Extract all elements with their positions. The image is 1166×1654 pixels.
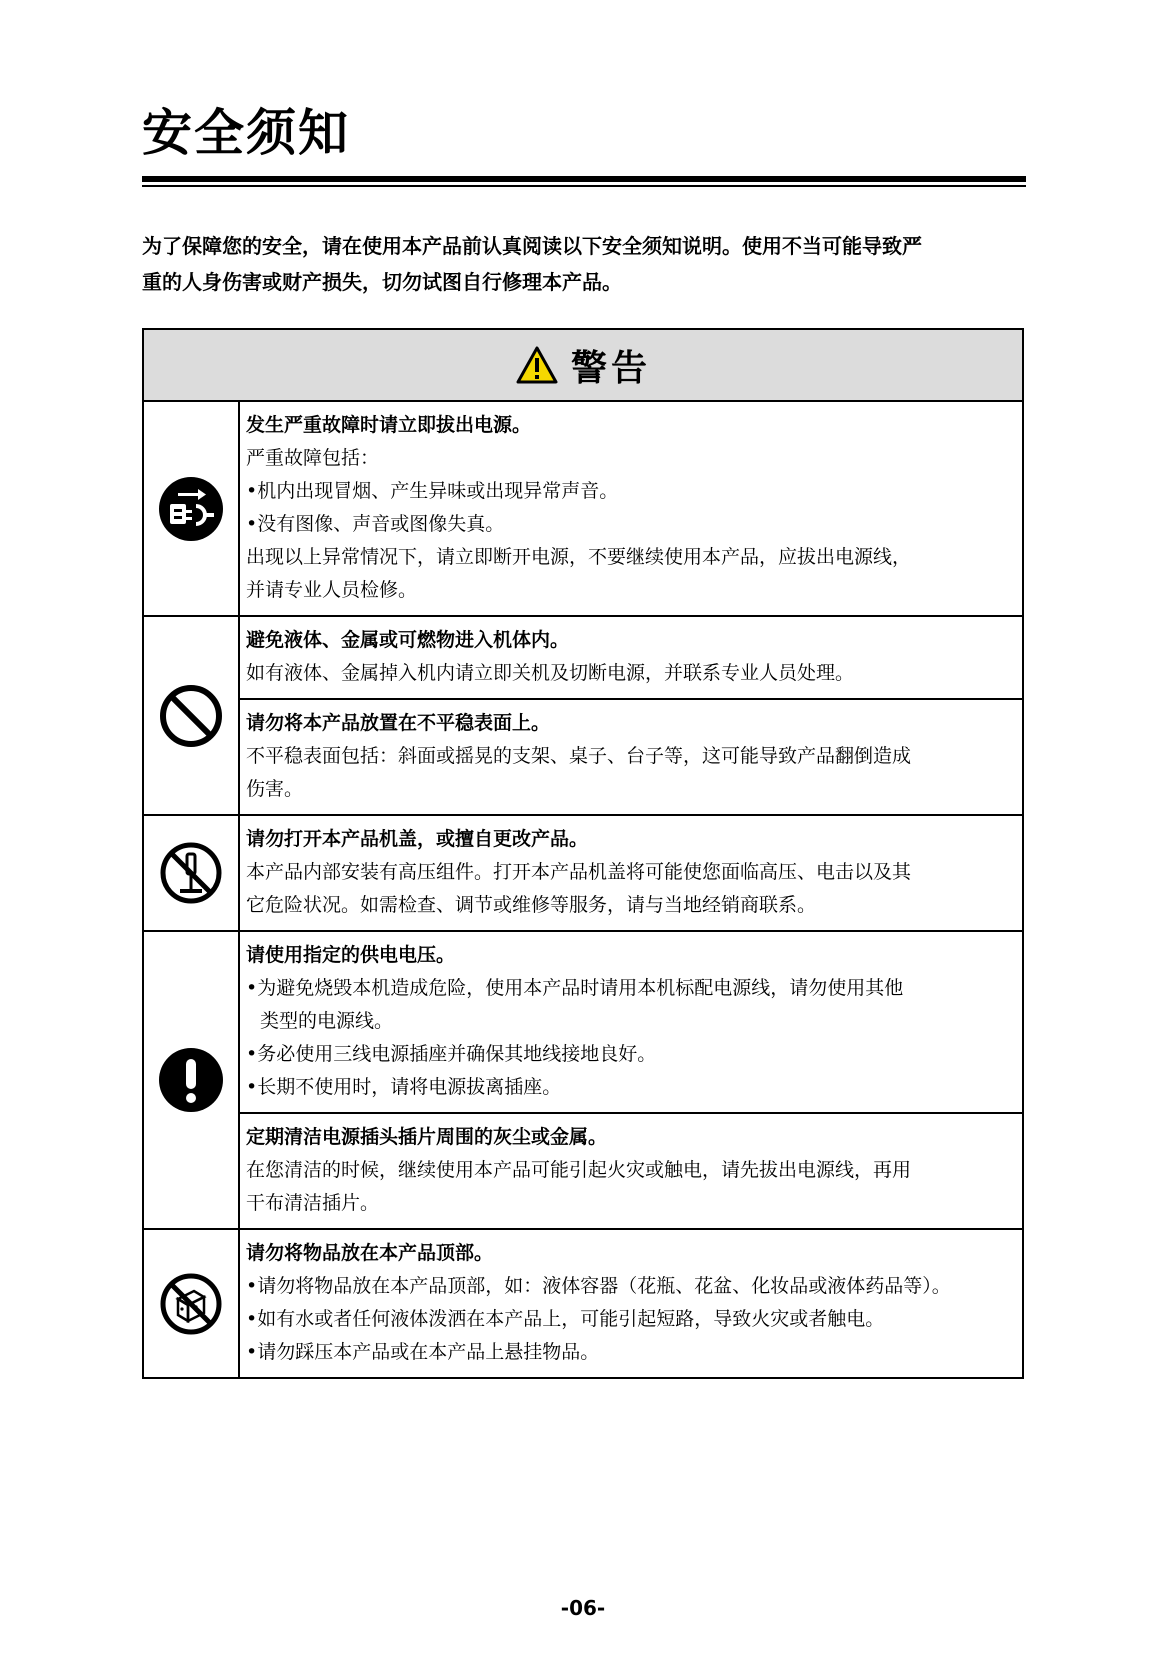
- warning-entry: [240, 1230, 1022, 1377]
- warning-group: [144, 816, 1022, 932]
- title-rule-thin: [142, 185, 1026, 187]
- page-title: 安全须知: [142, 104, 350, 162]
- title-rule-thick: [142, 176, 1026, 182]
- mandatory-exclamation-icon: [158, 1047, 224, 1113]
- entry-line: 在您清洁的时候，继续使用本产品可能引起火灾或触电，请先拔出电源线，再用: [246, 1159, 912, 1181]
- no-objects-on-top-icon: [158, 1271, 224, 1337]
- entry-bullet: •请勿将物品放在本产品顶部，如：液体容器（花瓶、花盆、化妆品或液体药品等）。: [246, 1275, 951, 1297]
- warning-entry: [240, 698, 1022, 814]
- entry-bullet: •机内出现冒烟、产生异味或出现异常声音。: [246, 480, 619, 502]
- no-disassembly-icon: [158, 840, 224, 906]
- entry-heading: 请勿将本产品放置在不平稳表面上。: [246, 712, 551, 734]
- warning-entry: [240, 1112, 1022, 1228]
- unplug-icon: [158, 476, 224, 542]
- entry-bullet: •务必使用三线电源插座并确保其地线接地良好。: [246, 1043, 657, 1065]
- entry-line: 并请专业人员检修。: [246, 579, 418, 601]
- prohibited-icon: [158, 683, 224, 749]
- entry-heading: 定期清洁电源插头插片周围的灰尘或金属。: [246, 1126, 608, 1148]
- entry-bullet: •没有图像、声音或图像失真。: [246, 513, 505, 535]
- entry-bullet: •请勿踩压本产品或在本产品上悬挂物品。: [246, 1341, 600, 1363]
- warning-header: [144, 330, 1022, 402]
- entry-bullet: •为避免烧毁本机造成危险，使用本产品时请用本机标配电源线，请勿使用其他: [246, 977, 904, 999]
- entry-line: 不平稳表面包括：斜面或摇晃的支架、桌子、台子等，这可能导致产品翻倒造成: [246, 745, 912, 767]
- entry-line: 如有液体、金属掉入机内请立即关机及切断电源，并联系专业人员处理。: [246, 662, 855, 684]
- intro-line: 为了保障您的安全，请在使用本产品前认真阅读以下安全须知说明。使用不当可能导致严: [142, 234, 922, 258]
- intro-line: 重的人身伤害或财产损失，切勿试图自行修理本产品。: [142, 270, 622, 294]
- warning-entry: [240, 617, 1022, 698]
- page-number: -06-: [560, 1596, 606, 1620]
- warning-entry: [240, 816, 1022, 930]
- icon-cell: [144, 1230, 240, 1377]
- icon-cell: [144, 617, 240, 814]
- entry-heading: 请勿将物品放在本产品顶部。: [246, 1242, 494, 1264]
- entry-bullet: •长期不使用时，请将电源拔离插座。: [246, 1076, 562, 1098]
- icon-cell: [144, 932, 240, 1228]
- warning-entry: [240, 402, 1022, 615]
- entry-line: 干布清洁插片。: [246, 1192, 380, 1214]
- warning-group: [144, 617, 1022, 816]
- intro-paragraph: [142, 228, 1022, 300]
- warning-triangle-icon: [515, 345, 559, 385]
- entry-bullet: •如有水或者任何液体泼洒在本产品上，可能引起短路，导致火灾或者触电。: [246, 1308, 885, 1330]
- entry-line: 它危险状况。如需检查、调节或维修等服务，请与当地经销商联系。: [246, 894, 817, 916]
- entry-heading: 请勿打开本产品机盖，或擅自更改产品。: [246, 828, 589, 850]
- icon-cell: [144, 402, 240, 615]
- warning-table: [142, 328, 1024, 1379]
- entry-line: 类型的电源线。: [260, 1010, 394, 1032]
- entry-heading: 请使用指定的供电电压。: [246, 944, 456, 966]
- entry-heading: 发生严重故障时请立即拔出电源。: [246, 414, 532, 436]
- icon-cell: [144, 816, 240, 930]
- entry-line: 严重故障包括：: [246, 447, 380, 469]
- entry-line: 出现以上异常情况下，请立即断开电源，不要继续使用本产品，应拔出电源线，: [246, 546, 912, 568]
- warning-group: [144, 932, 1022, 1230]
- warning-entry: [240, 932, 1022, 1112]
- warning-group: [144, 402, 1022, 617]
- warning-group: [144, 1230, 1022, 1377]
- warning-title: 警告: [570, 347, 651, 389]
- entry-line: 伤害。: [246, 778, 304, 800]
- entry-heading: 避免液体、金属或可燃物进入机体内。: [246, 629, 570, 651]
- entry-line: 本产品内部安装有高压组件。打开本产品机盖将可能使您面临高压、电击以及其: [246, 861, 912, 883]
